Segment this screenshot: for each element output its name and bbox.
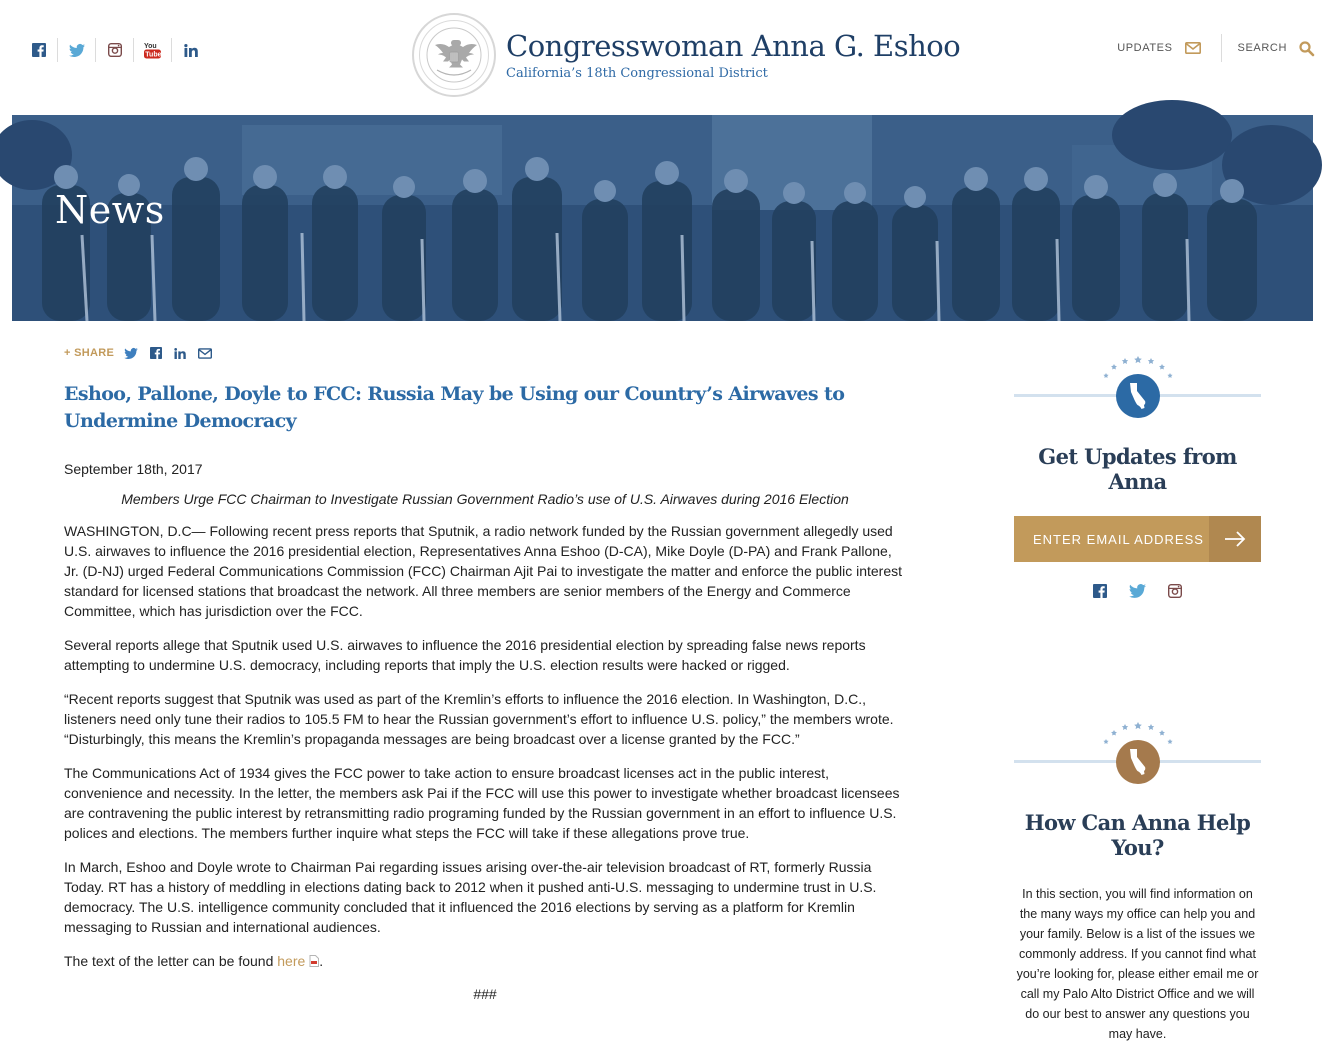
header-utility-nav bbox=[1117, 34, 1314, 62]
article-date: September 18th, 2017 bbox=[64, 461, 203, 477]
envelope-icon bbox=[1185, 42, 1201, 54]
help-widget-icon bbox=[1014, 722, 1261, 790]
search-icon bbox=[1299, 41, 1314, 56]
article-paragraph: WASHINGTON, D.C— Following recent press reports that Sputnik, a radio network funded by the Russian government allegedly used U.S. airwaves to influence the 2016 presidential election, Representatives Anna Eshoo (D-CA), Mike Doyle (D-PA) and Frank Pallone, Jr. (D-NJ) urged Federal Communications Commission (FCC) Chairman Ajit Pai to investigate the matter and enforce the public interest standard for licensed stations that broadcast the network. All three members are senior members of the Energy and Commerce Committee, which has jurisdiction over the FCC. bbox=[64, 523, 902, 619]
email-input[interactable] bbox=[1014, 516, 1209, 562]
share-facebook-icon[interactable] bbox=[150, 347, 162, 359]
share-email-icon[interactable] bbox=[198, 348, 212, 359]
article-paragraph: The Communications Act of 1934 gives the FCC power to take action to ensure broadcast licenses act in the public interest, convenience and necessity. In the letter, the members ask Pai if the FCC will use this power to investigate whether broadcast licensees are contravening the public interest by retransmitting radio programing funded by the Russian government in an effort to influence U.S. polices and elections. The members further inquire what steps the FCC will take if these allegations prove true. bbox=[64, 765, 900, 841]
search-link[interactable] bbox=[1238, 41, 1314, 56]
instagram-icon[interactable] bbox=[1168, 584, 1182, 598]
site-brand[interactable] bbox=[412, 13, 960, 97]
article-paragraph: In March, Eshoo and Doyle wrote to Chairman Pai regarding issues arising over-the-air television broadcast of RT, formerly Russia Today. RT has a history of meddling in elections dating back to 2012 when it pushed anti-U.S. messaging to undermine trust in U.S. democracy. The U.S. intelligence community concluded that it influenced the 2016 elections by serving as a platform for Kremlin messaging to Russian and international audiences. bbox=[64, 859, 877, 935]
help-description: In this section, you will find information on the many ways my office can help you and your family. Below is a list of the issues we commonly address. If you cannot find what you’re looking for, please either email me or call my Palo Alto District Office and we will do our best to answer any questions you may have. bbox=[1016, 887, 1259, 1041]
hero-banner bbox=[12, 115, 1313, 321]
site-header bbox=[0, 0, 1328, 115]
svg-text:You: You bbox=[144, 43, 157, 50]
end-mark: ### bbox=[473, 986, 497, 1002]
site-subtitle: California’s 18th Congressional District bbox=[506, 66, 768, 81]
email-submit-button[interactable] bbox=[1209, 516, 1261, 562]
facebook-icon[interactable] bbox=[20, 38, 58, 62]
house-seal-logo bbox=[412, 13, 496, 97]
article-paragraph: Several reports allege that Sputnik used U.S. airwaves to influence the 2016 presidential election by spreading false news reports attempting to undermine U.S. democracy, including reports that imply the U.S. election results were hacked or rigged. bbox=[64, 637, 866, 673]
svg-text:Tube: Tube bbox=[145, 51, 162, 59]
letter-suffix: . bbox=[319, 953, 324, 969]
search-label: SEARCH bbox=[1237, 42, 1287, 54]
youtube-icon[interactable] bbox=[134, 38, 172, 62]
help-title: How Can Anna Help You? bbox=[1024, 810, 1251, 860]
letter-link[interactable]: here bbox=[277, 953, 306, 969]
updates-title: Get Updates from Anna bbox=[1038, 444, 1237, 494]
article-paragraph: “Recent reports suggest that Sputnik was used as part of the Kremlin’s efforts to influence the 2016 election. In Washington, D.C., listeners need only tune their radios to 105.5 FM to hear the Russian government’s effort to influence U.S. policy,” the members wrote. “Disturbingly, this means the Kremlin’s propaganda messages are being broadcast over a license granted by the FCC.” bbox=[64, 691, 894, 747]
facebook-icon[interactable] bbox=[1093, 584, 1107, 598]
updates-link[interactable] bbox=[1117, 42, 1200, 54]
updates-widget-icon bbox=[1014, 356, 1261, 424]
sidebar-updates-widget bbox=[1014, 356, 1261, 598]
sidebar-help-widget bbox=[1014, 722, 1261, 1044]
header-divider bbox=[1221, 34, 1222, 62]
sidebar-social-links bbox=[1014, 584, 1261, 598]
share-bar bbox=[64, 344, 906, 362]
article-subtitle: Members Urge FCC Chairman to Investigate Russian Government Radio’s use of U.S. Airwaves during 2016 Election bbox=[121, 491, 849, 507]
newsletter-form bbox=[1014, 516, 1261, 562]
twitter-icon[interactable] bbox=[1129, 584, 1146, 598]
twitter-icon[interactable] bbox=[58, 38, 96, 62]
instagram-icon[interactable] bbox=[96, 38, 134, 62]
linkedin-icon[interactable] bbox=[172, 38, 210, 62]
letter-paragraph bbox=[64, 951, 906, 972]
article bbox=[64, 344, 906, 1002]
article-title: Eshoo, Pallone, Doyle to FCC: Russia May be Using our Country’s Airwaves to Undermine Democracy bbox=[64, 383, 845, 432]
california-icon bbox=[1116, 740, 1160, 784]
page-title: News bbox=[55, 188, 165, 232]
hero-group-photo bbox=[12, 115, 1313, 321]
share-toggle[interactable]: + SHARE bbox=[64, 347, 115, 359]
arrow-right-icon bbox=[1224, 531, 1246, 547]
share-linkedin-icon[interactable] bbox=[174, 348, 186, 359]
pdf-icon bbox=[309, 952, 319, 972]
header-social-links bbox=[20, 38, 210, 62]
letter-prefix: The text of the letter can be found bbox=[64, 953, 278, 969]
site-title: Congresswoman Anna G. Eshoo bbox=[506, 29, 961, 63]
california-icon bbox=[1116, 374, 1160, 418]
share-twitter-icon[interactable] bbox=[124, 348, 138, 359]
updates-label: UPDATES bbox=[1117, 42, 1173, 54]
